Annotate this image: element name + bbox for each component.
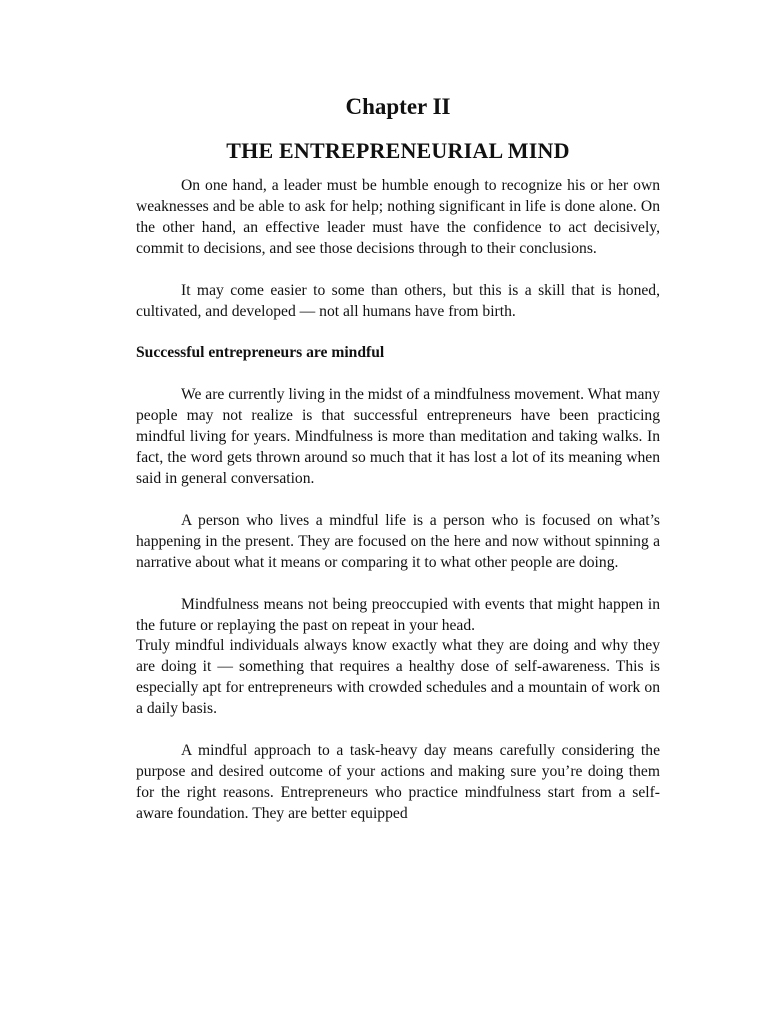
document-page [136,92,660,825]
paragraph-5: Mindfulness means not being preoccupied with events that might happen in the future or replaying the past on repeat in your head. [136,595,660,634]
paragraph-4: A person who lives a mindful life is a person who is focused on what’s happening in the present. They are focused on the here and now without spinning a narrative about what it means or comparing it to what other people are doing. [136,511,660,571]
paragraph-1: On one hand, a leader must be humble enough to recognize his or her own weaknesses and be able to ask for help; nothing significant in life is done alone. On the other hand, an effective leader must have the confidence to act decisively, commit to decisions, and see those decisions through to their conclusions. [136,177,660,257]
paragraph-gap [136,364,660,385]
paragraph-gap [136,490,660,511]
paragraph-gap [136,322,660,343]
paragraph-3: We are currently living in the midst of a mindfulness movement. What many people may not realize is that successful entrepreneurs have been practicing mindful living for years. Mindfulness is more than meditation and taking walks. In fact, the word gets thrown around so much that it has lost a lot of its meaning when said in general conversation. [136,386,660,487]
paragraph-gap [136,260,660,281]
paragraph-gap [136,720,660,741]
section-heading: Successful entrepreneurs are mindful [136,344,385,362]
chapter-title: THE ENTREPRENEURIAL MIND [226,138,570,163]
paragraph-2: It may come easier to some than others, but this is a skill that is honed, cultivated, and developed — not all humans have from birth. [136,281,660,320]
paragraph-7: A mindful approach to a task-heavy day means carefully considering the purpose and desired outcome of your actions and making sure you’re doing them for the right reasons. Entrepreneurs who practice mindfulness start from a self-aware foundation. They are better equipped [136,742,660,822]
paragraph-6: Truly mindful individuals always know exactly what they are doing and why they are doing it — something that requires a healthy dose of self-awareness. This is especially apt for entrepreneurs with crowded schedules and a mountain of work on a daily basis. [136,637,660,718]
chapter-number: Chapter II [345,94,451,119]
paragraph-gap [136,574,660,595]
